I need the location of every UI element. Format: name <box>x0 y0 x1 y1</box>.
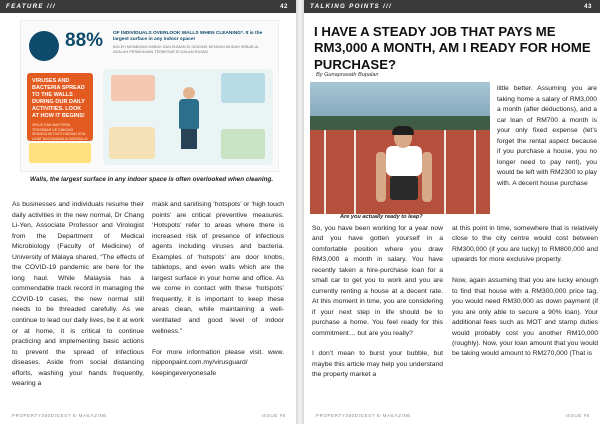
infographic-box-subtitle: VIRUS DAN BAKTERIA TERSEBAR KE DINDING SEMASA AKTIVITI HARIAN KITA. LIHAT BAGAIMANA IA BERMULA! <box>32 123 88 141</box>
left-page-header <box>0 0 296 13</box>
paragraph: So, you have been working for a year now and you have gotten yourself in a comfortable position where you draw RM3,000 a month in salary. You have recently taken a hire-purchase loan for a small car to get you to work and you are currently renting a house at a decent rate. At this moment in time, you are considering if your next step in life should be to purchase a home. You feel ready for this commitment… but are you really? <box>312 225 443 337</box>
infographic-stat: 88% <box>65 30 104 51</box>
page-number: 42 <box>280 3 288 10</box>
spine-gutter <box>296 0 304 424</box>
runner-figure <box>372 126 436 212</box>
virus-icon <box>29 31 59 61</box>
page-number: 43 <box>584 3 592 10</box>
footer-magazine: PROPERTY360DIGEST E-MAGAZINE <box>12 413 107 418</box>
section-label: FEATURE /// <box>6 3 56 10</box>
infographic-headline: OF INDIVIDUALS OVERLOOK WALLS WHEN CLEANING*. It is the largest surface in any indoor space! <box>113 31 263 42</box>
illustration-panel <box>221 73 265 103</box>
illustration-panel <box>111 75 155 101</box>
paragraph: at this point in time, somewhere that is relatively close to the city centre would cost between RM300,000 (if you are lucky) to RM800,000 and upwards for more exclusive property. <box>452 225 598 264</box>
person-illustration <box>173 87 205 149</box>
infographic-illustration <box>103 69 273 165</box>
paragraph: I don’t mean to burst your bubble, but maybe this article may help you understand the property market a <box>312 350 443 379</box>
infographic-headline-local: BOLEH MEMBASMI HABUK DAN KUMAN DI DINDING DENGAN MUDAH SEBAB IA ADALAH PERMUKAAN TERBESAR DI DALAM RUANG <box>113 45 258 54</box>
left-page <box>0 0 296 424</box>
paragraph: Now, again assuming that you are lucky enough to find that house with a RM300,000 price tag, you would need RM30,000 as down payment (if you are only able to secure a 90% loan). Your additional fees such as MOT and stamp duties would probably cost you another RM10,000 (roughly). Now, your loan amount that you would be taking would amount to RM270,000 (That is <box>452 277 598 358</box>
photo-caption: Are you actually ready to leap? <box>340 214 423 220</box>
paragraph: little better. Assuming you are taking home a salary of RM3,000 a month (after deductions), and a car loan of RM700 a month is your only fixed expense (let’s forget the rental aspect because if you purchase a house, you no longer need to pay rent), you would be left with RM2300 to play with. A decent house purchase <box>497 85 597 187</box>
article-column-top <box>497 84 597 189</box>
illustration-panel <box>221 129 265 159</box>
image-caption: Walls, the largest surface in any indoor space is often overlooked when cleaning. <box>30 176 274 183</box>
right-page <box>304 0 600 424</box>
infographic-orange-box <box>27 73 93 141</box>
article-title: I HAVE A STEADY JOB THAT PAYS ME RM3,000 A MONTH, AM I READY FOR HOME PURCHASE? <box>314 24 591 72</box>
paragraph: As businesses and individuals resume their daily activities in the new normal, Dr Chang Li-Yen, Associate Professor and Virologist from the Department of Medical Microbiology (Faculty of Medicine) of University of Malaya shared, “The effects of the COVID-19 pandemic are here for the long haul. While Malaysia has a commendable track record in managing the COVID-19 cases, the new normal still needs to be threaded carefully. As we continue to lead our daily lives, be it at work or at home, it is critical to continue practicing and implementing basic actions to prevent the spread of infectious diseases. Aside from social distancing efforts, washing your hands frequently, wearing a <box>12 201 144 388</box>
article-byline: By Gunaprasath Bupalan <box>316 72 379 78</box>
right-page-header <box>304 0 600 13</box>
infographic-box-title: VIRUSES AND BACTERIA SPREAD TO THE WALLS DURING OUR DAILY ACTIVITIES. LOOK AT HOW IT BEGINS! <box>32 78 85 119</box>
footer-magazine: PROPERTY360DIGEST E-MAGAZINE <box>316 413 411 418</box>
article-column-1 <box>312 224 443 381</box>
footer-issue: ISSUE #6 <box>565 413 590 418</box>
paragraph: mask and sanitising ‘hotspots’ or ‘high touch points’ are critical preventive measures. ‘Hotspots’ refer to areas where there is increased risk of presence of infectious agents including viruses and bacteria. Examples of ‘hotspots’ are door knobs, tabletops, and even walls which are the largest surface in your home and office. As we come in contact with these ‘hotspots’ frequently, it is important to keep these areas clean, while maintaining a well-ventilated and good level of indoor wellness.” <box>152 201 284 335</box>
illustration-panel <box>109 127 155 159</box>
infographic-badge <box>29 143 91 163</box>
article-column-1 <box>12 200 144 390</box>
article-column-2 <box>152 200 284 379</box>
paragraph: For more information please visit. www. nipponpaint.com.my/virusguard/ keepingeveryonesafe <box>152 348 284 377</box>
footer-issue: ISSUE #6 <box>261 413 286 418</box>
infographic-image <box>20 20 279 172</box>
section-label: TALKING POINTS /// <box>310 3 393 10</box>
runner-photo <box>310 82 490 214</box>
article-column-2 <box>452 224 598 360</box>
